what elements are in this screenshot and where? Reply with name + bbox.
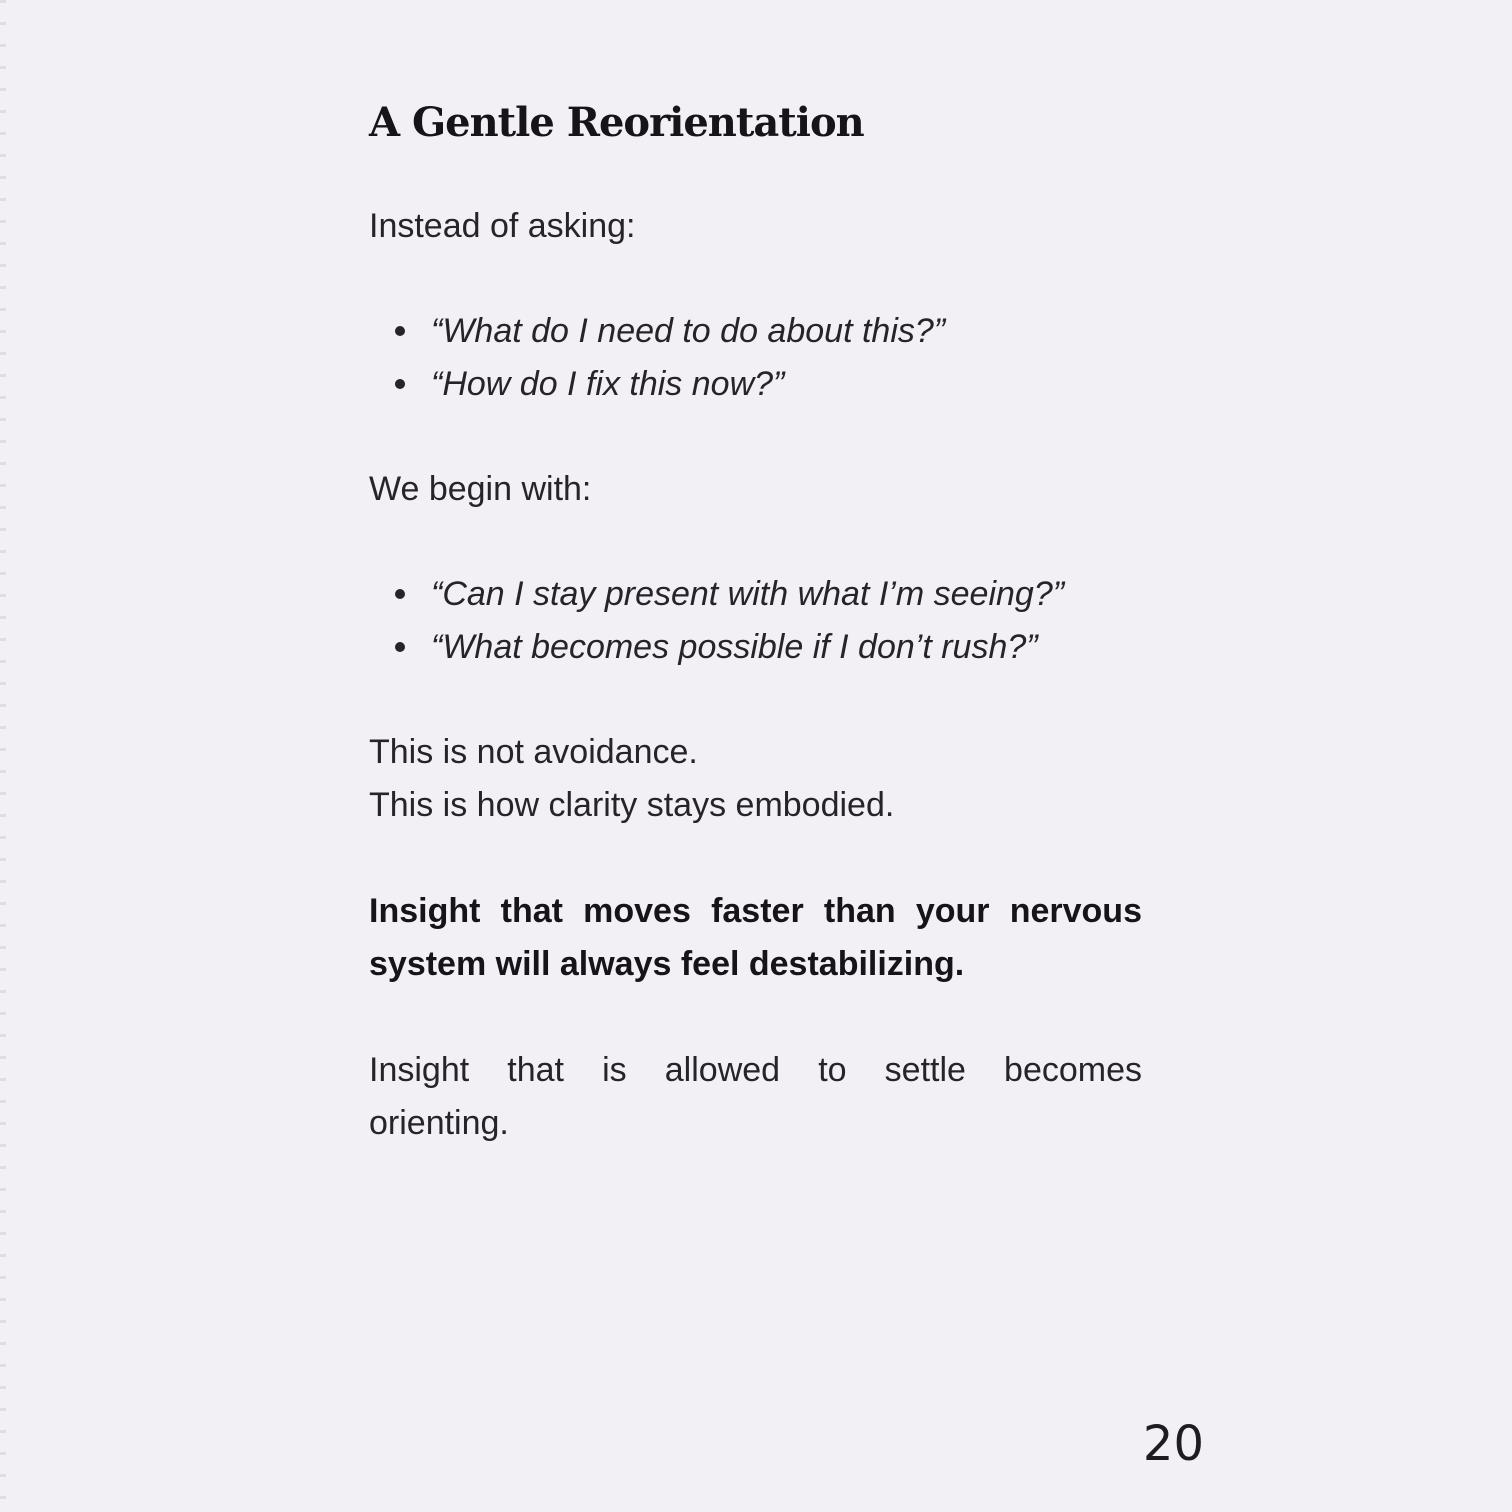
question-text: “What becomes possible if I don’t rush?” (431, 628, 1038, 666)
list-item (369, 568, 1142, 621)
bullet-icon (395, 326, 405, 336)
list-item (369, 621, 1142, 674)
emphasis-paragraph: Insight that moves faster than your nervous system will always feel destabilizing. (369, 892, 1142, 983)
question-text: “How do I fix this now?” (431, 365, 785, 403)
begin-lead: We begin with: (369, 470, 592, 508)
statement-line: This is not avoidance. (369, 733, 698, 771)
statement-line: This is how clarity stays embodied. (369, 786, 895, 824)
question-text: “Can I stay present with what I’m seeing?” (431, 575, 1065, 613)
bullet-icon (395, 589, 405, 599)
bullet-icon (395, 379, 405, 389)
statement-block (369, 726, 1142, 832)
bullet-icon (395, 642, 405, 652)
instead-lead: Instead of asking: (369, 207, 636, 245)
closing-paragraph: Insight that is allowed to settle becomes orienting. (369, 1051, 1142, 1142)
list-item (369, 305, 1142, 358)
begin-question-list (369, 568, 1142, 674)
section-heading: A Gentle Reorientation (369, 99, 864, 146)
list-item (369, 358, 1142, 411)
page-content (369, 96, 1142, 1150)
instead-question-list (369, 305, 1142, 411)
binding-edge (0, 0, 6, 1512)
question-text: “What do I need to do about this?” (431, 312, 946, 350)
page-number: 20 (1142, 1416, 1204, 1472)
